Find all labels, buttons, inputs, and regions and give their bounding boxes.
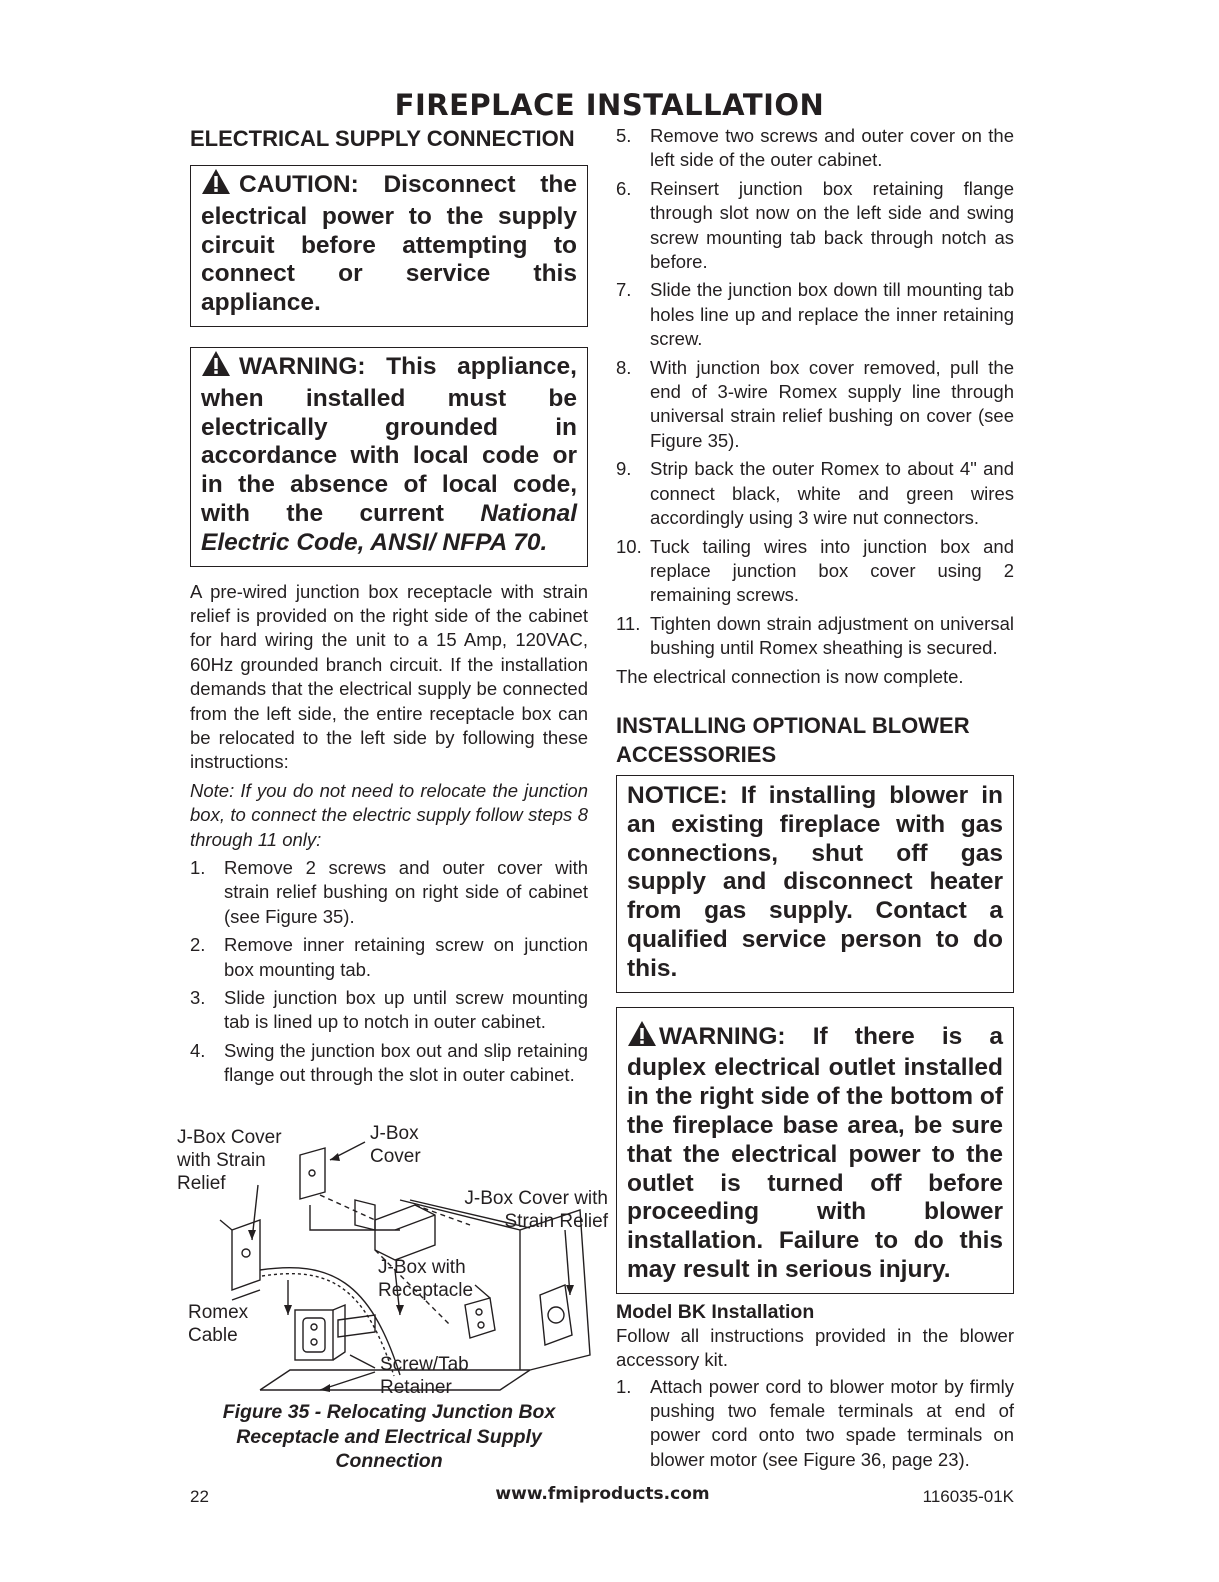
warning-blower-text: WARNING: If there is a duplex electrical outlet installed in the right side of the bottom of the fireplace base area, be sure that the electrical power to the outlet is turned off before proceeding with blower installation. Failure to do this may result in serious injury. xyxy=(627,1022,1003,1283)
notice-box xyxy=(616,775,1014,993)
note-paragraph: Note: If you do not need to relocate the junction box, to connect the electric supply follow steps 8 through 11 only: xyxy=(190,779,588,850)
caution-box xyxy=(190,165,588,327)
label-jbox-cover: J-Box Cover xyxy=(370,1123,421,1167)
section-heading-electrical: ELECTRICAL SUPPLY CONNECTION xyxy=(190,126,575,151)
page-title: FIREPLACE INSTALLATION xyxy=(394,88,825,122)
warning-text: WARNING: This appliance, when installed must be electrically grounded in accordance with local code or in the absence of local code, with the current xyxy=(201,352,577,527)
warning-triangle-icon xyxy=(201,168,231,203)
label-jbox-cover-strain-left: J-Box Cover with Strain Relief xyxy=(177,1127,282,1194)
right-column xyxy=(616,124,1014,1476)
list-item: 1. Attach power cord to blower motor by firmly pushing two female terminals at end of power cord onto two spade terminals on blower motor (see Figure 36, page 23). xyxy=(616,1375,1014,1470)
list-item: 4. Swing the junction box out and slip retaining flange out through the slot in outer cabinet. xyxy=(190,1039,588,1086)
bk-steps-list xyxy=(616,1375,1014,1473)
label-jbox-cover-strain-right: J-Box Cover with Strain Relief xyxy=(464,1188,608,1232)
warning-box xyxy=(190,347,588,567)
list-item: 2. Remove inner retaining screw on junction box mounting tab. xyxy=(190,934,588,980)
list-item: 10. Tuck tailing wires into junction box and replace junction box cover using 2 remaining screws. xyxy=(616,535,1014,606)
follow-paragraph: Follow all instructions provided in the blower accessory kit. xyxy=(616,1324,1014,1371)
warning-triangle-icon xyxy=(627,1020,657,1055)
complete-paragraph: The electrical connection is now complete. xyxy=(616,665,964,687)
caution-text: CAUTION: Disconnect the electrical power to the supply circuit before attempting to connect or service this appliance. xyxy=(201,171,577,317)
label-screw-tab-retainer: Screw/Tab Retainer xyxy=(380,1354,469,1398)
figure-35-diagram xyxy=(170,1120,610,1400)
list-item: 7. Slide the junction box down till mounting tab holes line up and replace the inner retaining screw. xyxy=(616,279,1014,350)
steps-list-left xyxy=(190,856,588,1088)
list-item: 1. Remove 2 screws and outer cover with strain relief bushing on right side of cabinet (see Figure 35). xyxy=(190,857,588,927)
list-item: 8. With junction box cover removed, pull the end of 3-wire Romex supply line through universal strain relief bushing on cover (see Figure 35). xyxy=(616,356,1014,451)
list-item: 3. Slide junction box up until screw mounting tab is lined up to notch in outer cabinet. xyxy=(190,987,588,1033)
label-romex-cable: Romex Cable xyxy=(188,1302,249,1346)
footer-url: www.fmiproducts.com xyxy=(495,1484,710,1504)
figure-caption: Figure 35 - Relocating Junction Box Receptacle and Electrical Supply Connection xyxy=(222,1401,556,1472)
subheading-bk: Model BK Installation xyxy=(616,1300,815,1323)
steps-list-right xyxy=(616,124,1014,661)
page-number: 22 xyxy=(190,1487,209,1506)
document-number: 116035-01K xyxy=(922,1487,1014,1506)
list-item: 6. Reinsert junction box retaining flange through slot now on the left side and swing screw mounting tab back through notch as before. xyxy=(616,177,1014,273)
left-column xyxy=(190,124,588,1092)
list-item: 5. Remove two screws and outer cover on the left side of the outer cabinet. xyxy=(616,125,1014,171)
intro-paragraph: A pre-wired junction box receptacle with strain relief is provided on the right side of the cabinet for hard wiring the unit to a 15 Amp, 120VAC, 60Hz grounded branch circuit. If the installation demands that the electrical supply be connected from the left side, the entire receptacle box can be relocated to the left side by following these instructions: xyxy=(190,580,588,773)
section-heading-blower: INSTALLING OPTIONAL BLOWER ACCESSORIES xyxy=(616,712,970,767)
label-jbox-receptacle: J-Box with Receptacle xyxy=(378,1257,474,1301)
warning-box-blower xyxy=(616,1007,1014,1294)
list-item: 11. Tighten down strain adjustment on universal bushing until Romex sheathing is secured. xyxy=(616,612,1014,659)
list-item: 9. Strip back the outer Romex to about 4" and connect black, white and green wires accordingly using 3 wire nut connectors. xyxy=(616,458,1014,529)
warning-triangle-icon xyxy=(201,350,231,385)
warning-code-reference: National Electric Code, ANSI/ NFPA 70. xyxy=(201,499,578,556)
notice-text: NOTICE: If installing blower in an existing fireplace with gas connections, shut off gas supply and disconnect heater from gas supply. Contact a qualified service person to do this. xyxy=(627,781,1003,982)
